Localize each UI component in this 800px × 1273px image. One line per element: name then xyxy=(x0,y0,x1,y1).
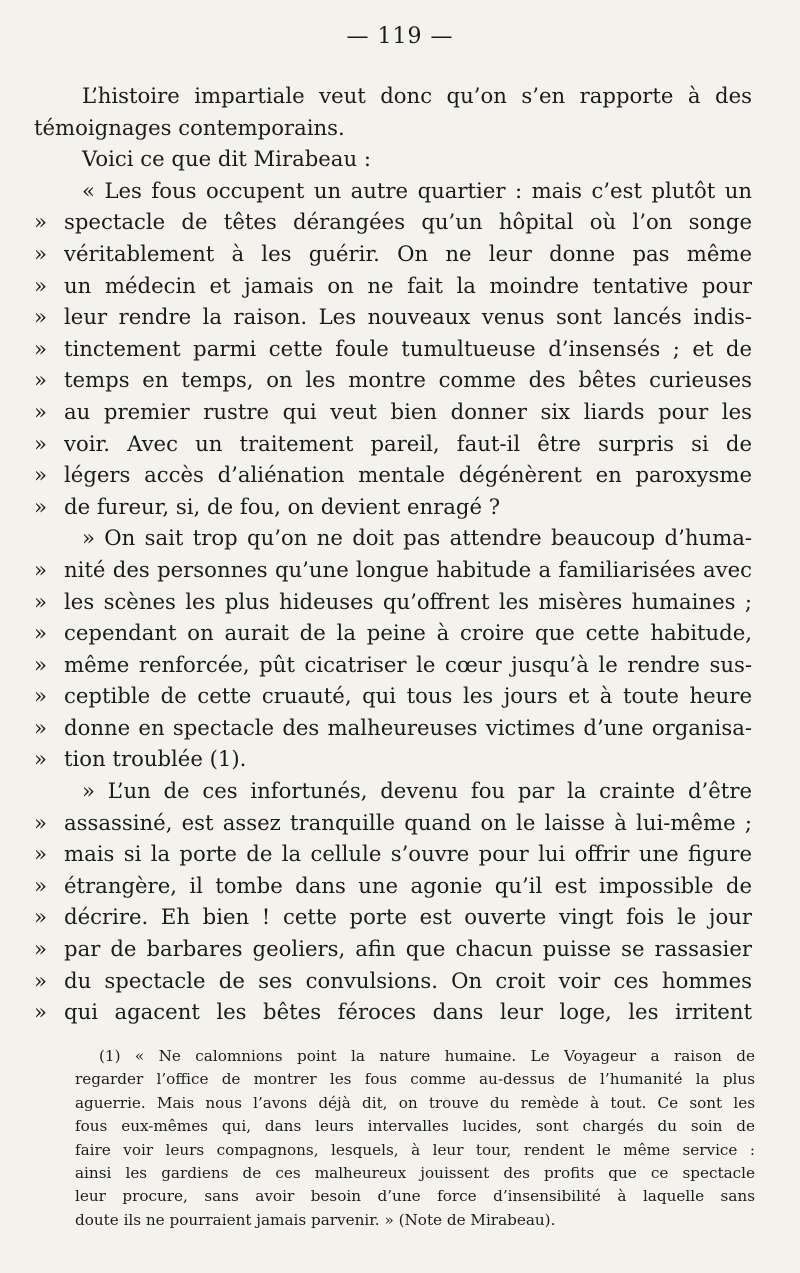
quote-mark: » xyxy=(34,904,47,930)
text-line xyxy=(34,838,752,870)
text-line xyxy=(34,680,752,712)
text-line xyxy=(34,206,752,238)
footnote-line: faire voir leurs compagnons, lesquels, à leur tour, rendent le même service : xyxy=(75,1140,755,1159)
line-text: tinctement parmi cette foule tumultueuse d’insensés ; et de xyxy=(64,335,752,361)
line-text: assassiné, est assez tranquille quand on le laisse à lui-même ; xyxy=(64,809,752,835)
quote-mark: » xyxy=(34,714,47,740)
text-line xyxy=(34,80,752,112)
text-line xyxy=(34,554,752,586)
line-text: étrangère, il tombe dans une agonie qu’il est impossible de xyxy=(64,872,752,898)
quote-mark: » xyxy=(34,240,47,266)
quote-mark: » xyxy=(34,746,47,772)
text-line xyxy=(34,491,752,523)
text-line xyxy=(34,396,752,428)
page-number: — 119 — xyxy=(346,24,454,49)
line-text: donne en spectacle des malheureuses victimes d’une organisa- xyxy=(64,714,752,740)
text-line xyxy=(34,901,752,933)
line-text: voir. Avec un traitement pareil, faut-il être surpris si de xyxy=(64,430,752,456)
line-text: par de barbares geoliers, afin que chacun puisse se rassasier xyxy=(64,936,752,962)
text-line xyxy=(34,996,752,1028)
quote-mark: » xyxy=(34,304,47,330)
quote-mark: » xyxy=(34,683,47,709)
line-text: témoignages contemporains. xyxy=(34,114,345,140)
line-text: « Les fous occupent un autre quartier : mais c’est plutôt un xyxy=(82,177,752,203)
quote-mark: » xyxy=(34,841,47,867)
footnote-line: doute ils ne pourraient jamais parvenir. » (Note de Mirabeau). xyxy=(75,1210,556,1229)
quote-mark: » xyxy=(34,272,47,298)
line-text: qui agacent les bêtes féroces dans leur loge, les irritent xyxy=(64,999,752,1025)
text-line xyxy=(34,743,752,775)
line-text: ceptible de cette cruauté, qui tous les jours et à toute heure xyxy=(64,683,752,709)
text-line xyxy=(34,617,752,649)
text-line xyxy=(34,333,752,365)
quote-mark: » xyxy=(34,462,47,488)
text-line xyxy=(34,459,752,491)
quote-mark: » xyxy=(34,335,47,361)
line-text: leur rendre la raison. Les nouveaux venus sont lancés indis- xyxy=(64,304,752,330)
text-line xyxy=(34,870,752,902)
text-line xyxy=(34,270,752,302)
text-line xyxy=(34,364,752,396)
line-text: mais si la porte de la cellule s’ouvre pour lui offrir une figure xyxy=(64,841,752,867)
footnote-line: aguerrie. Mais nous l’avons déjà dit, on trouve du remède à tout. Ce sont les xyxy=(75,1093,755,1112)
quote-mark: » xyxy=(34,651,47,677)
footnote-line: (1) « Ne calomnions point la nature humaine. Le Voyageur a raison de xyxy=(99,1047,755,1065)
line-text: Voici ce que dit Mirabeau : xyxy=(82,146,371,172)
text-line xyxy=(34,775,752,807)
quote-mark: » xyxy=(34,367,47,393)
text-line xyxy=(34,965,752,997)
line-text: même renforcée, pût cicatriser le cœur jusqu’à le rendre sus- xyxy=(64,651,752,677)
line-text: légers accès d’aliénation mentale dégénèrent en paroxysme xyxy=(64,462,752,488)
quote-mark: » xyxy=(34,556,47,582)
quote-mark: » xyxy=(34,588,47,614)
text-line xyxy=(34,143,752,175)
quote-mark: » xyxy=(34,398,47,424)
line-text: cependant on aurait de la peine à croire que cette habitude, xyxy=(64,620,752,646)
line-text: de fureur, si, de fou, on devient enragé ? xyxy=(64,493,501,519)
footnote-line: regarder l’office de montrer les fous comme au-dessus de l’humanité la plus xyxy=(75,1070,755,1089)
line-text: » On sait trop qu’on ne doit pas attendre beaucoup d’huma- xyxy=(82,525,752,551)
text-line xyxy=(34,428,752,460)
quote-mark: » xyxy=(34,967,47,993)
text-line xyxy=(34,522,752,554)
text-line xyxy=(34,586,752,618)
line-text: un médecin et jamais on ne fait la moindre tentative pour xyxy=(64,272,752,298)
footnote-line: ainsi les gardiens de ces malheureux jouissent des profits que ce spectacle xyxy=(75,1163,755,1182)
footnote-line: fous eux-mêmes qui, dans leurs intervalles lucides, sont chargés du soin de xyxy=(75,1117,755,1136)
line-text: spectacle de têtes dérangées qu’un hôpital où l’on songe xyxy=(64,209,752,235)
line-text: du spectacle de ses convulsions. On croit voir ces hommes xyxy=(64,967,752,993)
quote-mark: » xyxy=(34,620,47,646)
line-text: nité des personnes qu’une longue habitude a familiarisées avec xyxy=(64,556,752,582)
quote-mark: » xyxy=(34,872,47,898)
quote-mark: » xyxy=(34,809,47,835)
quote-mark: » xyxy=(34,209,47,235)
text-line xyxy=(34,112,752,144)
body-text xyxy=(34,80,752,1028)
text-line xyxy=(34,238,752,270)
text-line xyxy=(34,807,752,839)
line-text: L’histoire impartiale veut donc qu’on s’en rapporte à des xyxy=(82,83,752,108)
line-text: tion troublée (1). xyxy=(64,746,247,772)
footnote xyxy=(75,1045,755,1232)
text-line xyxy=(34,649,752,681)
text-line xyxy=(34,712,752,744)
quote-mark: » xyxy=(34,936,47,962)
line-text: les scènes les plus hideuses qu’offrent les misères humaines ; xyxy=(64,588,752,614)
quote-mark: » xyxy=(34,999,47,1025)
footnote-line: leur procure, sans avoir besoin d’une force d’insensibilité à laquelle sans xyxy=(75,1187,755,1206)
quote-mark: » xyxy=(34,430,47,456)
line-text: véritablement à les guérir. On ne leur donne pas même xyxy=(64,240,752,266)
text-line xyxy=(34,933,752,965)
text-line xyxy=(34,175,752,207)
line-text: décrire. Eh bien ! cette porte est ouverte vingt fois le jour xyxy=(64,904,752,930)
line-text: temps en temps, on les montre comme des bêtes curieuses xyxy=(64,367,752,393)
text-line xyxy=(34,301,752,333)
line-text: au premier rustre qui veut bien donner six liards pour les xyxy=(64,398,752,424)
quote-mark: » xyxy=(34,493,47,519)
line-text: » L’un de ces infortunés, devenu fou par la crainte d’être xyxy=(82,778,752,804)
